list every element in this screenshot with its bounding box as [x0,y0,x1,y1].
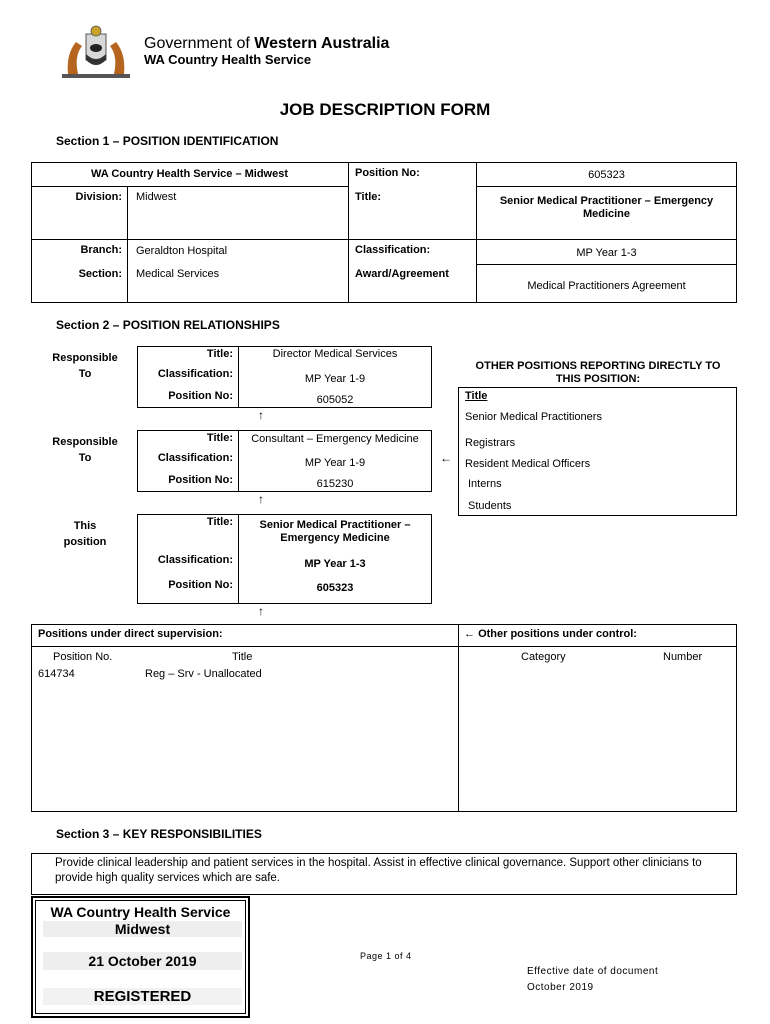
other-position-item: Students [468,500,512,512]
box3-position-no: 605323 [316,582,354,594]
division-label: Division: [75,191,122,203]
classification-value: MP Year 1-3 [576,247,637,259]
arrow-up-icon: ↑ [258,604,264,618]
registered-stamp [31,896,250,1018]
award-value: Medical Practitioners Agreement [527,280,686,292]
award-label: Award/Agreement [355,268,449,280]
supervised-position-no: 614734 [38,668,75,680]
other-position-item: Interns [468,478,502,490]
supervised-title: Reg – Srv - Unallocated [145,668,262,680]
government-title [144,35,389,53]
key-responsibilities-text: Provide clinical leadership and patient services in the hospital. Assist in effective clinical governance. Support other clinicians to provide high quality services which are safe. [55,857,702,884]
stamp-line2: Midwest [43,921,242,937]
arrow-up-icon: ↑ [258,492,264,506]
this-position-label: This position [63,520,107,548]
title-label: Title: [355,191,382,203]
box1-title-label: Title: [206,348,233,360]
other-position-item: Registrars [465,437,516,449]
col-position-no: Position No. [53,651,113,663]
org-name: WA Country Health Service – Midwest [90,168,289,180]
other-control-text: Other positions under control: [478,628,637,640]
page-number: Page 1 of 4 [360,951,412,961]
box3-classification-label: Classification: [157,554,233,566]
box2-position-no-label: Position No: [168,474,233,486]
other-position-item: Resident Medical Officers [465,458,591,470]
box3-position-no-label: Position No: [168,579,233,591]
stamp-date: 21 October 2019 [43,952,242,970]
box2-title-label: Title: [206,432,233,444]
box3-title-label: Title: [206,516,233,528]
branch-value: Geraldton Hospital [136,245,228,257]
page-title: JOB DESCRIPTION FORM [279,100,491,119]
box1-title: Director Medical Services [272,348,398,360]
arrow-left-icon: ← [440,451,452,465]
responsible-to-label-2: Responsible To [52,436,118,464]
effective-date: October 2019 [527,982,594,993]
other-control-heading [464,628,637,640]
title-value: Senior Medical Practitioner – Emergency Medicine [499,195,714,220]
gov-prefix: Government of [144,35,255,52]
col-category: Category [521,651,566,663]
position-no-label: Position No: [355,167,420,179]
section2-heading: Section 2 – POSITION RELATIONSHIPS [56,318,280,332]
branch-label: Branch: [80,244,122,256]
position-no-value: 605323 [588,169,625,181]
arrow-left-icon: ← [464,628,479,640]
section3-heading: Section 3 – KEY RESPONSIBILITIES [56,827,262,841]
section-value: Medical Services [136,268,220,280]
section-label: Section: [78,268,122,280]
box1-classification: MP Year 1-9 [304,373,366,385]
effective-date-label: Effective date of document [527,966,659,977]
responsible-to-label-1: Responsible To [52,352,118,380]
direct-supervision-text: Positions under direct supervision: [38,628,223,640]
coat-of-arms-logo [56,24,136,84]
classification-label: Classification: [355,244,431,256]
supervision-table [31,624,737,812]
other-title-header: Title [465,390,488,402]
box1-position-no: 605052 [316,394,354,406]
box3-title: Senior Medical Practitioner – Emergency Medicine [259,519,411,544]
agency-name: WA Country Health Service [144,52,312,67]
other-position-item: Senior Medical Practitioners [465,411,602,423]
box1-position-no-label: Position No: [168,390,233,402]
other-positions-heading: OTHER POSITIONS REPORTING DIRECTLY TO THIS POSITION: [475,360,721,385]
gov-state: Western Australia [254,35,390,52]
stamp-line1: WA Country Health Service [50,904,231,920]
col-title: Title [232,651,253,663]
box2-classification: MP Year 1-9 [304,457,366,469]
direct-supervision-heading [38,628,223,640]
box1-classification-label: Classification: [157,368,233,380]
box3-classification: MP Year 1-3 [304,558,366,570]
division-value: Midwest [136,191,177,203]
stamp-status: REGISTERED [43,988,242,1005]
arrow-up-icon: ↑ [258,408,264,422]
box2-title: Consultant – Emergency Medicine [251,433,419,445]
box2-position-no: 615230 [316,478,354,490]
section1-heading: Section 1 – POSITION IDENTIFICATION [56,134,279,148]
box2-classification-label: Classification: [157,452,233,464]
other-positions-list [458,387,737,516]
col-number: Number [663,651,703,663]
